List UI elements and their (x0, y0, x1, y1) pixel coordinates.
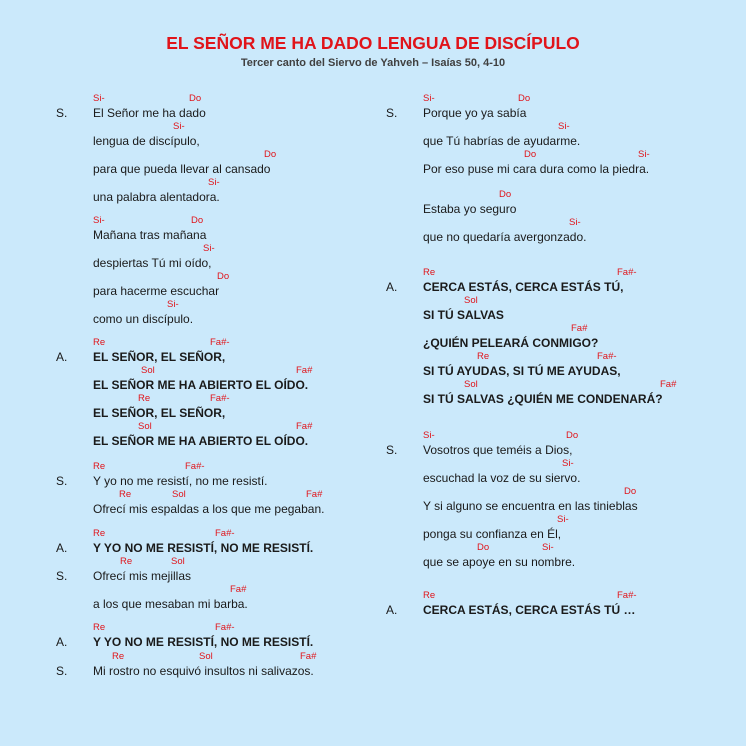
chord-label: Sol (464, 295, 478, 306)
chord-label: Si- (93, 215, 105, 226)
chord-label: Sol (171, 556, 185, 567)
soloist-lyric-line: Vosotros que teméis a Dios, (423, 443, 573, 457)
assembly-lyric-line: Y YO NO ME RESISTÍ, NO ME RESISTÍ. (93, 541, 314, 555)
chord-label: Do (499, 189, 512, 200)
chord-label: Si- (208, 177, 220, 188)
soloist-lyric-line: Porque yo ya sabía (423, 106, 527, 120)
chord-label: Do (624, 486, 637, 497)
soloist-lyric-line: que Tú habrías de ayudarme. (423, 134, 581, 148)
soloist-lyric-line: despiertas Tú mi oído, (93, 256, 212, 270)
chord-label: Fa# (571, 323, 588, 334)
chord-label: Fa# (230, 584, 247, 595)
chord-label: Si- (569, 217, 581, 228)
chord-label: Fa#- (597, 351, 617, 362)
voice-label: S. (56, 664, 68, 678)
soloist-lyric-line: como un discípulo. (93, 312, 194, 326)
chord-label: Si- (638, 149, 650, 160)
assembly-lyric-line: ¿QUIÉN PELEARÁ CONMIGO? (423, 336, 599, 350)
chord-label: Re (93, 528, 106, 539)
soloist-lyric-line: que se apoye en su nombre. (423, 555, 576, 569)
chord-label: Si- (562, 458, 574, 469)
assembly-lyric-line: EL SEÑOR, EL SEÑOR, (93, 406, 226, 420)
chord-label: Fa#- (210, 393, 230, 404)
chord-label: Re (119, 489, 132, 500)
voice-label: A. (56, 350, 68, 364)
assembly-lyric-line: EL SEÑOR, EL SEÑOR, (93, 350, 226, 364)
assembly-lyric-line: CERCA ESTÁS, CERCA ESTÁS TÚ, (423, 280, 624, 294)
chord-label: Do (217, 271, 230, 282)
soloist-lyric-line: que no quedaría avergonzado. (423, 230, 587, 244)
soloist-lyric-line: Estaba yo seguro (423, 202, 517, 216)
voice-label: A. (386, 280, 398, 294)
chord-label: Re (93, 461, 106, 472)
chord-label: Sol (138, 421, 152, 432)
chord-label: Si- (167, 299, 179, 310)
assembly-lyric-line: Y YO NO ME RESISTÍ, NO ME RESISTÍ. (93, 635, 314, 649)
chord-label: Fa#- (185, 461, 205, 472)
chord-label: Re (93, 337, 106, 348)
chord-label: Re (423, 267, 436, 278)
chord-label: Fa#- (215, 528, 235, 539)
chord-label: Sol (141, 365, 155, 376)
chord-label: Fa# (300, 651, 317, 662)
chord-label: Re (477, 351, 490, 362)
chord-label: Re (120, 556, 133, 567)
chord-label: Re (93, 622, 106, 633)
soloist-lyric-line: Ofrecí mis espaldas a los que me pegaban. (93, 502, 325, 516)
chord-label: Fa# (296, 421, 313, 432)
chord-label: Fa# (306, 489, 323, 500)
chord-label: Sol (199, 651, 213, 662)
song-subtitle: Tercer canto del Siervo de Yahveh – Isaías 50, 4-10 (240, 57, 506, 69)
chord-label: Do (518, 93, 531, 104)
chord-label: Do (264, 149, 277, 160)
soloist-lyric-line: lengua de discípulo, (93, 134, 200, 148)
chord-label: Do (524, 149, 537, 160)
chord-label: Fa# (660, 379, 677, 390)
assembly-lyric-line: EL SEÑOR ME HA ABIERTO EL OÍDO. (93, 378, 309, 392)
chord-label: Sol (172, 489, 186, 500)
chord-label: Fa#- (617, 590, 637, 601)
assembly-lyric-line: SI TÚ SALVAS ¿QUIÉN ME CONDENARÁ? (423, 392, 663, 406)
chord-label: Do (189, 93, 202, 104)
chord-label: Re (423, 590, 436, 601)
soloist-lyric-line: Ofrecí mis mejillas (93, 569, 192, 583)
soloist-lyric-line: Y si alguno se encuentra en las tinieblas (423, 499, 638, 513)
soloist-lyric-line: Mi rostro no esquivó insultos ni salivazos. (93, 664, 314, 678)
chord-label: Re (138, 393, 151, 404)
soloist-lyric-line: Por eso puse mi cara dura como la piedra. (423, 162, 650, 176)
soloist-lyric-line: ponga su confianza en Él, (423, 527, 562, 541)
chord-label: Si- (542, 542, 554, 553)
chord-label: Fa#- (215, 622, 235, 633)
chord-label: Si- (173, 121, 185, 132)
chord-label: Do (191, 215, 204, 226)
chord-label: Fa#- (210, 337, 230, 348)
voice-label: A. (56, 635, 68, 649)
chord-label: Re (112, 651, 125, 662)
voice-label: S. (56, 474, 68, 488)
chord-label: Si- (423, 93, 435, 104)
soloist-lyric-line: El Señor me ha dado (93, 106, 206, 120)
voice-label: A. (386, 603, 398, 617)
voice-label: A. (56, 541, 68, 555)
song-title: EL SEÑOR ME HA DADO LENGUA DE DISCÍPULO (166, 33, 580, 53)
chord-label: Do (477, 542, 490, 553)
chord-label: Fa#- (617, 267, 637, 278)
soloist-lyric-line: para que pueda llevar al cansado (93, 162, 271, 176)
chord-label: Sol (464, 379, 478, 390)
voice-label: S. (386, 106, 398, 120)
chord-label: Si- (203, 243, 215, 254)
assembly-lyric-line: SI TÚ SALVAS (423, 308, 504, 322)
chord-label: Si- (558, 121, 570, 132)
soloist-lyric-line: escuchad la voz de su siervo. (423, 471, 581, 485)
voice-label: S. (56, 106, 68, 120)
soloist-lyric-line: Y yo no me resistí, no me resistí. (93, 474, 268, 488)
chord-label: Si- (93, 93, 105, 104)
voice-label: S. (56, 569, 68, 583)
voice-label: S. (386, 443, 398, 457)
chord-label: Do (566, 430, 579, 441)
soloist-lyric-line: una palabra alentadora. (93, 190, 220, 204)
chord-label: Fa# (296, 365, 313, 376)
assembly-lyric-line: CERCA ESTÁS, CERCA ESTÁS TÚ … (423, 603, 636, 617)
soloist-lyric-line: Mañana tras mañana (93, 228, 207, 242)
chord-label: Si- (557, 514, 569, 525)
chord-label: Si- (423, 430, 435, 441)
assembly-lyric-line: EL SEÑOR ME HA ABIERTO EL OÍDO. (93, 434, 309, 448)
soloist-lyric-line: para hacerme escuchar (93, 284, 220, 298)
assembly-lyric-line: SI TÚ AYUDAS, SI TÚ ME AYUDAS, (423, 364, 621, 378)
soloist-lyric-line: a los que mesaban mi barba. (93, 597, 248, 611)
